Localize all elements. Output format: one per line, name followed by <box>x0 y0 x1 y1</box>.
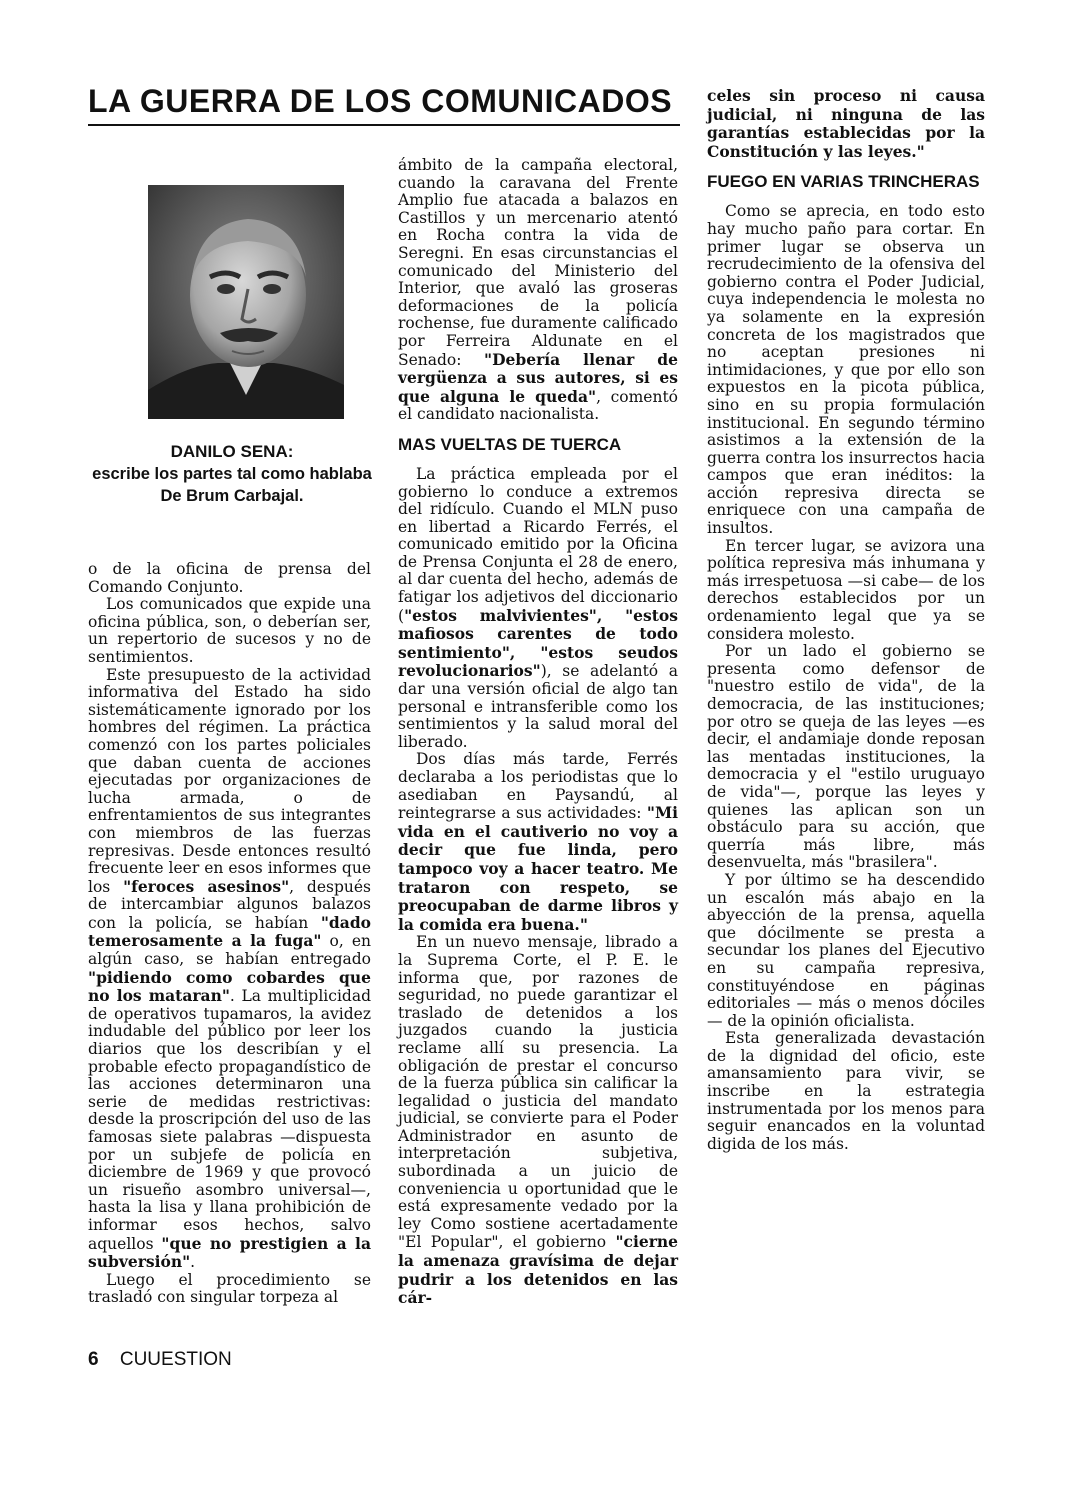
column-2 <box>398 157 678 1308</box>
text-run: Este presupuesto de la actividad informativa del Estado ha sido sistemáticamente ignorado por los hombres del régimen. La práctica comenzó con los partes policiales que daban cuenta de acciones ejecutadas por organizaciones de lucha armada, o de enfrentamientos de sus integrantes con miembros de las fuerzas represivas. Desde entonces resultó frecuente leer en esos informes que los <box>88 665 371 896</box>
page-number: 6 <box>88 1349 99 1370</box>
quote: "feroces asesinos" <box>123 876 290 896</box>
text-run: . <box>190 1253 196 1272</box>
text-run: Dos días más tarde, Ferrés declaraba a los periodistas que lo asediaban en Paysandú, al reintegrarse a sus actividades: <box>398 750 678 823</box>
paragraph: Esta generalizada devastación de la dignidad del oficio, este amansamiento para vivir, se inscribe en la estrategia instrumentada por los menos para seguir enancados en la voluntad digida de los más. <box>707 1029 985 1153</box>
headline-rule <box>88 124 680 126</box>
paragraph: Como se aprecia, en todo esto hay mucho paño para cortar. En primer lugar se observa un recrudecimiento de la ofensiva del gobierno contra el Poder Judicial, cuya independencia le molesta no ya solamente en la expresión concreta de los magistrados que no aceptan presiones ni intimidaciones, y que por ello son expuestos en la picota pública, sino en su propia formulación institucional. En segundo término asistimos a la extensión de la guerra contra los insurrectos hacia campos que eran inéditos: la acción represiva directa se enriquece con una campaña de insultos. <box>707 202 985 538</box>
article-headline: LA GUERRA DE LOS COMUNICADOS <box>88 83 673 119</box>
section-subhead: MAS VUELTAS DE TUERCA <box>398 434 622 454</box>
quote: celes sin proceso ni causa judicial, ni ninguna de las garantías establecidas por la Constitución y las leyes." <box>707 86 985 161</box>
portrait-image <box>148 185 344 419</box>
column-3 <box>707 87 985 1153</box>
quote: "dado temerosamente a la fuga" <box>88 912 371 951</box>
quote: "estos malvivientes", "estos mafiosos carentes de todo sentimiento", "estos seudos revolucionarios" <box>398 605 678 681</box>
paragraph: o de la oficina de prensa del Comando Conjunto. <box>88 560 371 596</box>
text-run: , después de intercambiar algunos balazos con la policía, se habían <box>88 877 372 932</box>
paragraph <box>398 934 678 1307</box>
paragraph <box>398 466 678 752</box>
photo-caption <box>88 441 376 507</box>
text-run: La práctica empleada por el gobierno lo conduce a extremos del ridículo. Cuando el MLN puso en libertad a Ricardo Ferrés, el comunicado emitido por la Oficina de Prensa Conjunta el 28 de enero, al dar cuenta del hecho, además de fatigar los adjetivos del diccionario ( <box>398 464 678 625</box>
paragraph <box>707 87 985 161</box>
paragraph: Y por último se ha descendido un escalón más abajo en la abyección de la prensa, aquella que dócilmente se presta a secundar los planes del Ejecutivo en su campaña represiva, constituyéndose en páginas editoriales — más o menos dóciles— de la opinión oficialista. <box>707 870 985 1030</box>
text-run: o, en algún caso, se habían entregado <box>88 932 371 969</box>
quote: "Debería llenar de vergüenza a sus autores, si es que alguna le queda" <box>398 349 678 406</box>
column-1 <box>88 561 371 1307</box>
section-subhead: FUEGO EN VARIAS TRINCHERAS <box>707 172 980 192</box>
paragraph <box>398 751 678 934</box>
text-run: . La multiplicidad de operativos tupamaros, la avidez indudable del público por leer los diarios que los describían y el probable efecto propagandístico de las acciones determinaron una serie de medidas restrictivas: desde la proscripción del uso de las famosas siete palabras —dispuesta por un subjefe de policía en diciembre de 1969 y que provocó un risueño asombro universal—, hasta la lisa y llana prohibición de informar esos hechos, salvo aquellos <box>88 987 371 1253</box>
page-footer <box>88 1349 232 1371</box>
portrait-photo <box>148 185 344 419</box>
quote: "Mi vida en el cautiverio no voy a decir que fue linda, pero tampoco voy a hacer teatro. Me trataron con respeto, se preocupaban de darme libros y la comida era buena." <box>398 803 678 934</box>
paragraph: Luego el procedimiento se trasladó con singular torpeza al <box>88 1270 371 1307</box>
text-run: , comentó el candidato nacionalista. <box>398 387 679 424</box>
quote: "que no prestigien a la subversión" <box>88 1233 371 1272</box>
paragraph <box>88 667 371 1272</box>
text-run: En un nuevo mensaje, librado a la Suprema Corte, el P. E. le informa que, por razones de seguridad, no puede garantizar el traslado de detenidos a los juzgados cuando la justicia reclame allí su presencia. La obligación de prestar el concurso de la fuerza pública sin calificar la legalidad o justicia del mandato judicial, se convierte para el Poder Administrador en asunto de interpretación subjetiva, subordinada a un juicio de conveniencia u oportunidad que le está expresamente vedado por la ley Como sostiene acertadamente "El Popular", el gobierno <box>398 933 678 1252</box>
caption-name: DANILO SENA: <box>170 442 294 461</box>
paragraph: Los comunicados que expide una oficina pública, son, o deberían ser, un repertorio de sucesos y no de sentimientos. <box>88 595 371 666</box>
paragraph <box>398 157 678 424</box>
text-run: ámbito de la campaña electoral, cuando la caravana del Frente Amplio fue atacada a balazos en Castillos y un mercenario atentó en Rocha contra la vida de Seregni. En esas circunstancias el comunicado del Ministerio del Interior, que avaló las groseras deformaciones de la policía rochense, fue duramente calificado por Ferreira Aldunate en el Senado: <box>398 156 678 369</box>
quote: "cierne la amenaza gravísima de dejar pudrir a los detenidos en las cár- <box>398 1232 678 1308</box>
paragraph: En tercer lugar, se avizora una política represiva más inhumana y más irrespetuosa —si cabe— de los derechos establecidos por un ordenamiento legal que ya se considera molesto. <box>707 536 985 643</box>
quote: "pidiendo como cobardes que no los mataran" <box>88 967 371 1006</box>
caption-text: escribe los partes tal como hablaba De Brum Carbajal. <box>92 465 372 505</box>
text-run: ), se adelantó a dar una versión oficial de algo tan personal e intransferible como los sentimientos y la salud moral del liberado. <box>398 662 678 751</box>
paragraph: Por un lado el gobierno se presenta como defensor de "nuestro estilo de vida", de la democracia, de las instituciones; por otro se queja de las leyes —es decir, el andamiaje donde reposan las mentadas instituciones, la democracia y el "estilo uruguayo de vida"—, porque las leyes y quienes las aplican son un obstáculo para su acción, que querría más libre, más desenvuelta, más "brasilera". <box>707 642 985 872</box>
publication-name: CUUESTION <box>119 1349 232 1370</box>
